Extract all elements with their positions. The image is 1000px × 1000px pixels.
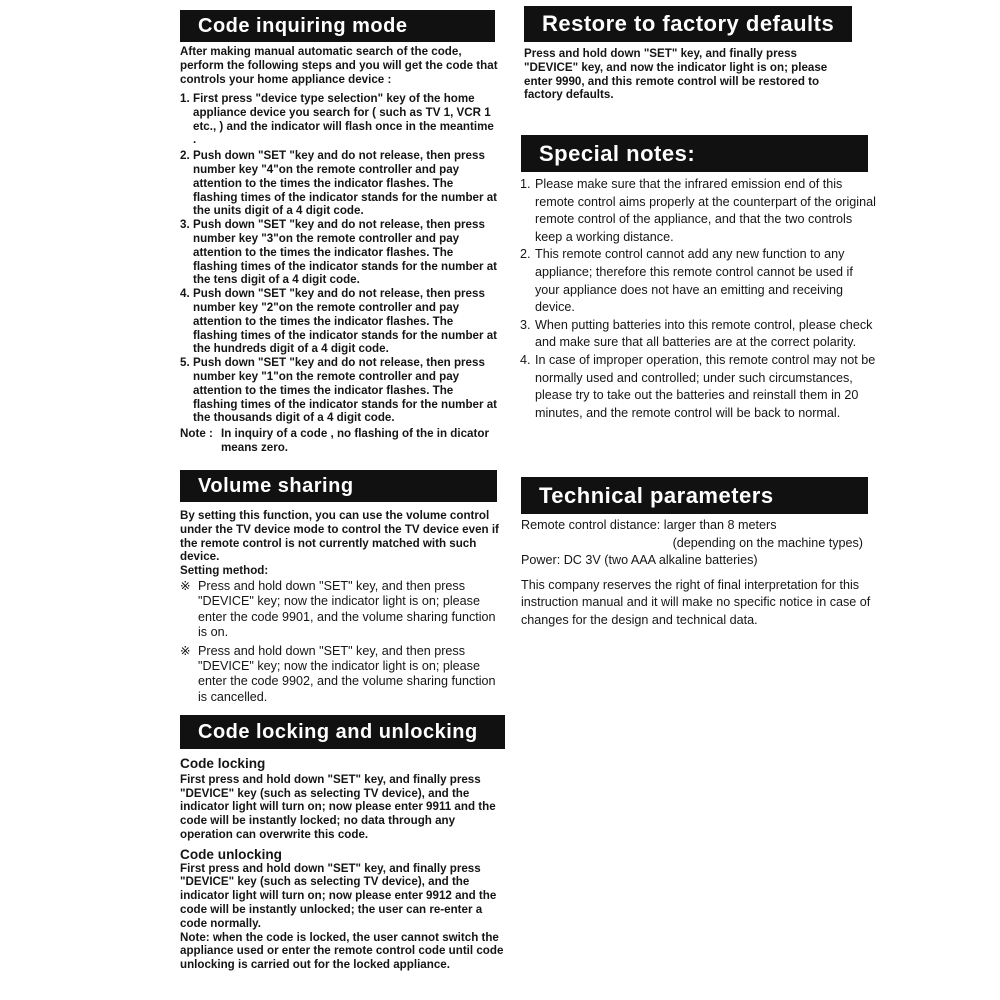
code-locking-header <box>180 715 505 749</box>
special-note-2: 2. This remote control cannot add any new function to any appliance; therefore this remote control cannot be used if your appliance does not have an emitting and receiving device. <box>520 247 853 315</box>
volume-sharing-title: Volume sharing <box>198 474 354 497</box>
volume-sharing-off-item: ※ Press and hold down "SET" key, and then press "DEVICE" key; now the indicator light is on; please enter the code 9902, and the volume sharing function is cancelled. <box>180 643 496 704</box>
reference-mark-icon: ※ <box>180 578 191 593</box>
technical-header <box>521 477 868 514</box>
special-note-1: 1. Please make sure that the infrared emission end of this remote control aims properly at the counterpart of the original remote control of the appliance, and that the two controls keep a working distance. <box>520 177 876 244</box>
code-unlocking-text: First press and hold down "SET" key, and finally press "DEVICE" key (such as selecting TV device), and the indicator light will turn on; now please enter 9912 and the code will be instantly unlocked; the user can re-enter a code normally. <box>180 861 497 930</box>
step-4: 4. Push down "SET "key and do not release, then press number key "2"on the remote controller and pay attention to the times the indicator flashes. The flashing times of the indicator stands for the number at the hundreds digit of a 4 digit code. <box>180 287 498 356</box>
special-notes-list <box>520 176 880 422</box>
restore-header <box>524 6 852 42</box>
step-1: 1. First press "device type selection" key of the home appliance device you search for ( such as TV 1, VCR 1 etc., ) and the indicator will flash once in the meantime . <box>180 92 494 147</box>
code-locking-text: First press and hold down "SET" key, and finally press "DEVICE" key (such as selecting TV device), and the indicator light will turn on; now please enter 9911 and the code will be instantly locked; no data through any operation can overwrite this code. <box>180 772 496 841</box>
special-notes-title: Special notes: <box>539 140 696 166</box>
special-note-4: 4. In case of improper operation, this remote control may not be normally used and controlled; under such circumstances, please try to take out the batteries and reinstall them in 20 minutes, and the remote control will be back to normal. <box>520 352 876 420</box>
code-locking-body <box>180 757 505 972</box>
remote-distance: Remote control distance: larger than 8 meters <box>521 518 777 532</box>
code-locking-subtitle: Code locking <box>180 756 266 771</box>
code-inquiring-header <box>180 10 495 42</box>
power-spec: Power: DC 3V (two AAA alkaline batteries) <box>521 553 758 568</box>
volume-sharing-intro: By setting this function, you can use the volume control under the TV device mode to control the TV device even if the remote control is not currently matched with such device. <box>180 509 499 564</box>
code-inquiring-steps <box>180 92 500 455</box>
disclaimer-text: This company reserves the right of final interpretation for this instruction manual and it will make no specific notice in case of changes for the design and technical data. <box>521 577 871 627</box>
volume-sharing-body <box>180 509 500 705</box>
code-unlocking-subtitle: Code unlocking <box>180 846 282 862</box>
step-2: 2. Push down "SET "key and do not release, then press number key "4"on the remote controller and pay attention to the times the indicator flashes. The flashing times of the indicator stands for the number at the units digit of a 4 digit code. <box>180 149 498 218</box>
technical-title: Technical parameters <box>539 482 774 508</box>
step-5: 5. Push down "SET "key and do not release, then press number key "1"on the remote controller and pay attention to the times the indicator flashes. The flashing times of the indicator stands for the number at the thousands digit of a 4 digit code. <box>180 356 498 425</box>
special-notes-header <box>521 135 868 172</box>
code-inquiring-intro: After making manual automatic search of the code, perform the following steps and you will get the code that controls your home appliance device : <box>180 45 498 86</box>
restore-title: Restore to factory defaults <box>542 11 835 36</box>
volume-sharing-on-item: ※ Press and hold down "SET" key, and then press "DEVICE" key; now the indicator light is on; please enter the code 9901, and the volume sharing function is on. <box>180 578 496 640</box>
technical-body <box>521 517 881 630</box>
code-inquiring-title: Code inquiring mode <box>198 14 408 37</box>
step-3: 3. Push down "SET "key and do not release, then press number key "3"on the remote controller and pay attention to the times the indicator flashes. The flashing times of the indicator stands for the number at the tens digit of a 4 digit code. <box>180 218 498 287</box>
code-locking-note: Note: when the code is locked, the user cannot switch the appliance used or enter the remote control code until code unlocking is carried out for the locked appliance. <box>180 930 504 972</box>
code-inquiring-note: Note : In inquiry of a code , no flashing of the in dicator means zero. <box>180 427 489 454</box>
code-locking-title: Code locking and unlocking <box>198 720 478 743</box>
reference-mark-icon: ※ <box>180 643 191 658</box>
restore-text: Press and hold down "SET" key, and finally press "DEVICE" key, and now the indicator light is on; please enter 9990, and this remote control will be restored to factory defaults. <box>524 47 828 102</box>
remote-distance-note: (depending on the machine types) <box>672 535 863 550</box>
special-note-3: 3. When putting batteries into this remote control, please check and make sure that all batteries are at the correct polarity. <box>520 317 873 350</box>
setting-method-label: Setting method: <box>180 564 269 578</box>
volume-sharing-header <box>180 470 497 502</box>
